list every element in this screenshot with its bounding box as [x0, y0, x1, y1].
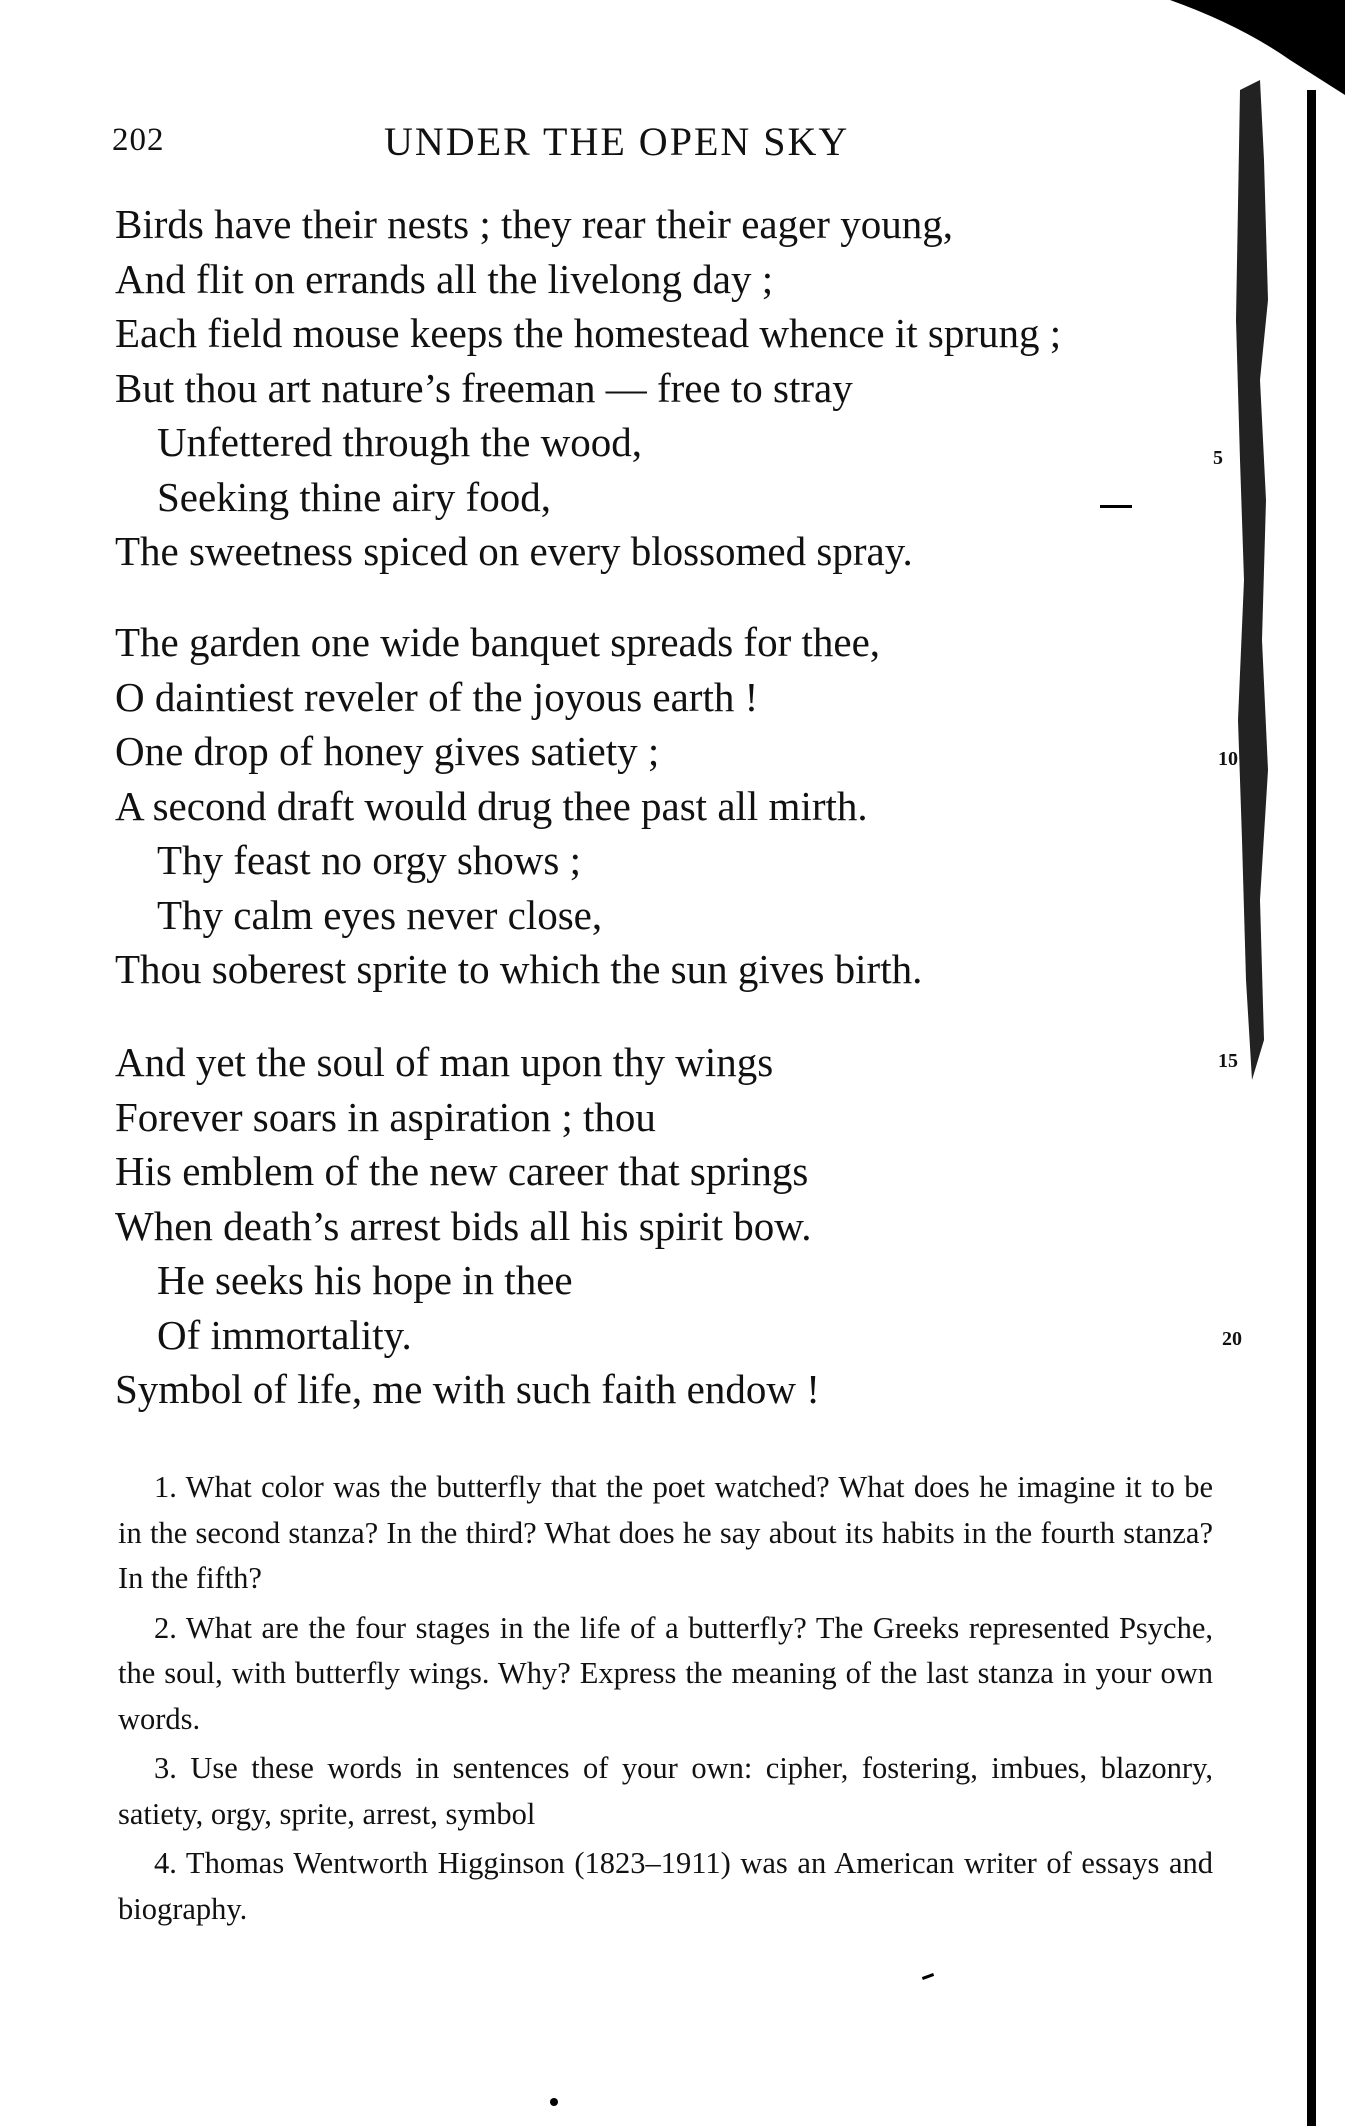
poem-line: And yet the soul of man upon thy wings: [115, 1039, 774, 1085]
poem-line: The garden one wide banquet spreads for thee,: [115, 619, 881, 665]
page-number: 202: [112, 122, 165, 158]
note-item: 3. Use these words in sentences of your own: cipher, fostering, imbues, blazonry, satiety, orgy, sprite, arrest, symbol: [118, 1751, 1213, 1831]
poem-line: Of immortality.: [157, 1311, 412, 1358]
stanza-2: [115, 615, 1195, 997]
page-edge: [1307, 90, 1316, 2126]
scan-speck: [550, 2098, 558, 2106]
poem-line: Each field mouse keeps the homestead whence it sprung ;: [115, 310, 1062, 356]
poem-line: Thy feast no orgy shows ;: [157, 837, 582, 883]
note-item: 4. Thomas Wentworth Higginson (1823–1911) was an American writer of essays and biography.: [118, 1846, 1213, 1926]
poem-line: Birds have their nests ; they rear their eager young,: [115, 201, 953, 247]
poem-line: When death’s arrest bids all his spirit bow.: [115, 1202, 812, 1249]
line-number-10: 10: [1218, 748, 1238, 770]
scan-speck: [1100, 505, 1132, 508]
scan-speck: [922, 1973, 934, 1980]
page-title: UNDER THE OPEN SKY: [384, 119, 850, 164]
line-number-20: 20: [1222, 1328, 1242, 1350]
running-head: [112, 118, 1172, 168]
poem-line: Symbol of life, me with such faith endow !: [115, 1366, 820, 1412]
stanza-3: [115, 1035, 1195, 1417]
poem-line: The sweetness spiced on every blossomed spray.: [115, 528, 913, 574]
poem-line: And flit on errands all the livelong day ;: [115, 255, 774, 302]
stanza-1: [115, 197, 1195, 579]
poem-line: His emblem of the new career that springs: [115, 1148, 809, 1194]
note-item: 1. What color was the butterfly that the poet watched? What does he imagine it to be in the second stanza? In the third? What does he say about its habits in the fourth stanza? In the fifth?: [118, 1470, 1213, 1595]
poem-line: But thou art nature’s freeman — free to stray: [115, 364, 853, 411]
poem-line: One drop of honey gives satiety ;: [115, 728, 660, 774]
gutter-shadow: [1230, 80, 1275, 1080]
poem-line: O daintiest reveler of the joyous earth !: [115, 673, 759, 720]
poem-line: Unfettered through the wood,: [157, 419, 643, 465]
poem-line: Thy calm eyes never close,: [157, 891, 603, 938]
poem-line: He seeks his hope in thee: [157, 1257, 573, 1303]
poem-line: Forever soars in aspiration ; thou: [115, 1093, 656, 1140]
note-item: 2. What are the four stages in the life of a butterfly? The Greeks represented Psyche, the soul, with butterfly wings. Why? Express the meaning of the last stanza in your own words.: [118, 1610, 1213, 1736]
study-notes: [118, 1465, 1213, 1932]
line-number-5: 5: [1213, 447, 1223, 469]
line-number-15: 15: [1218, 1050, 1238, 1072]
poem-line: Thou soberest sprite to which the sun gives birth.: [115, 946, 923, 992]
poem-line: Seeking thine airy food,: [157, 473, 551, 520]
poem-line: A second draft would drug thee past all mirth.: [115, 782, 868, 829]
